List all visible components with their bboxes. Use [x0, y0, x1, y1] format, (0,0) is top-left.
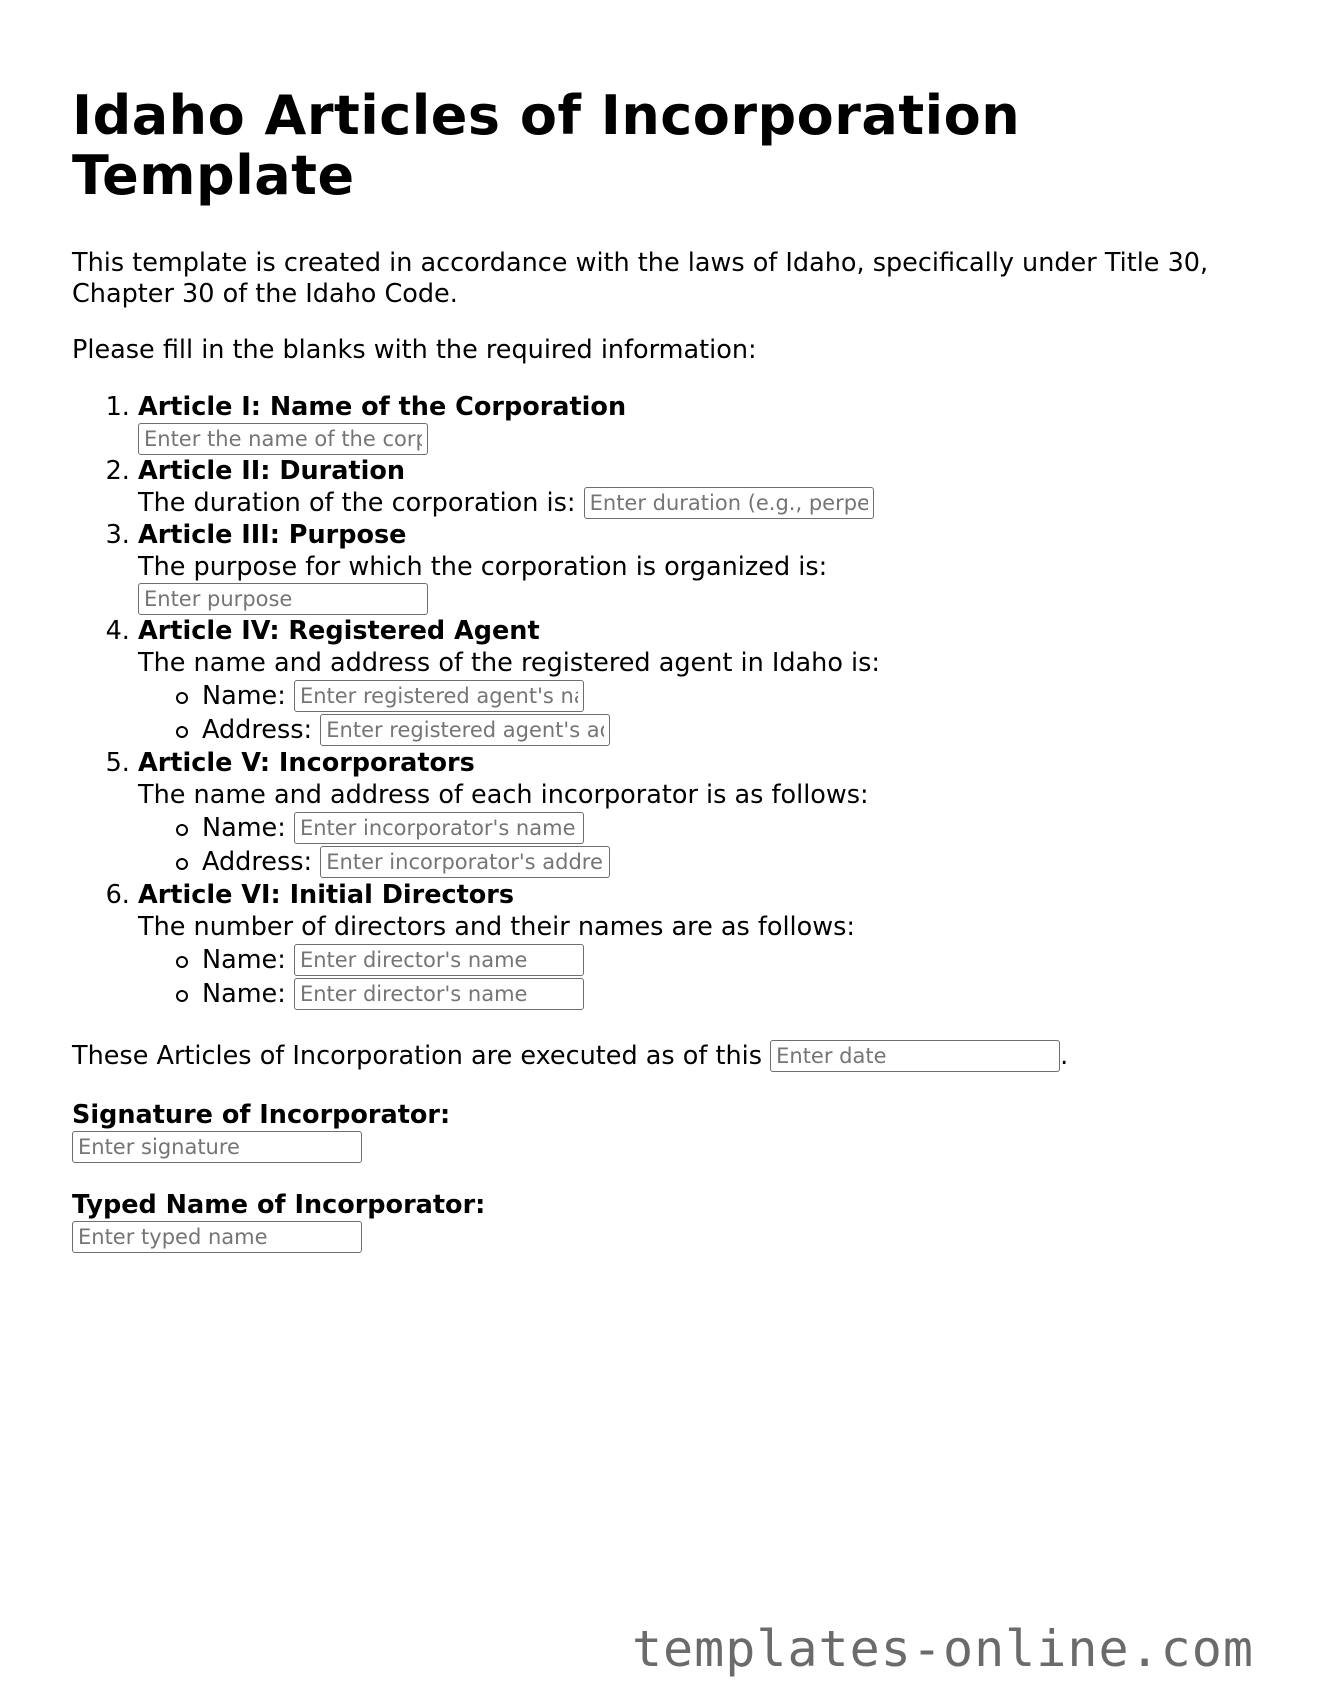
- corporation-name-input[interactable]: [138, 423, 428, 455]
- signature-input[interactable]: [72, 1131, 362, 1163]
- article-5-text: The name and address of each incorporator is as follows:: [138, 780, 869, 810]
- registered-agent-list: [138, 679, 1252, 747]
- typed-name-input[interactable]: [72, 1221, 362, 1253]
- list-item: [202, 977, 1252, 1011]
- article-2-text: The duration of the corporation is:: [138, 488, 576, 518]
- article-2-title: 2. Article II: Duration: [138, 456, 406, 486]
- list-item: [202, 943, 1252, 977]
- director-2-name-label: Name:: [202, 979, 286, 1009]
- list-item: [202, 713, 1252, 747]
- instruction-paragraph: Please fill in the blanks with the required information:: [72, 335, 757, 365]
- list-item: [202, 811, 1252, 845]
- execution-period: .: [1060, 1041, 1069, 1071]
- article-3: [138, 519, 1252, 615]
- article-4-title: 4. Article IV: Registered Agent: [138, 616, 540, 646]
- incorporator-address-label: Address:: [202, 847, 313, 877]
- director-1-name-input[interactable]: [294, 944, 584, 976]
- incorporator-address-input[interactable]: [320, 846, 610, 878]
- articles-list: [72, 391, 1252, 1011]
- article-1-title: 1. Article I: Name of the Corporation: [138, 392, 627, 422]
- execution-date-input[interactable]: [770, 1040, 1060, 1072]
- article-4-text: The name and address of the registered agent in Idaho is:: [138, 648, 881, 678]
- director-1-name-label: Name:: [202, 945, 286, 975]
- director-2-name-input[interactable]: [294, 978, 584, 1010]
- registered-agent-name-input[interactable]: [294, 680, 584, 712]
- list-item: [202, 845, 1252, 879]
- watermark-text: templates-online.com: [631, 1620, 1254, 1678]
- article-4: [138, 615, 1252, 747]
- list-item: [202, 679, 1252, 713]
- article-5-title: 5. Article V: Incorporators: [138, 748, 475, 778]
- directors-list: [138, 943, 1252, 1011]
- document-page: [72, 86, 1252, 1253]
- registered-agent-address-input[interactable]: [320, 714, 610, 746]
- incorporators-list: [138, 811, 1252, 879]
- intro-paragraph: This template is created in accordance with the laws of Idaho, specifically under Title 30, Chapter 30 of the Idaho Code.: [72, 248, 1209, 309]
- purpose-input[interactable]: [138, 583, 428, 615]
- article-6-title: 6. Article VI: Initial Directors: [138, 880, 515, 910]
- signature-label: Signature of Incorporator:: [72, 1100, 451, 1130]
- article-3-title: 3. Article III: Purpose: [138, 520, 407, 550]
- article-6: [138, 879, 1252, 1011]
- article-5: [138, 747, 1252, 879]
- registered-agent-address-label: Address:: [202, 715, 313, 745]
- execution-text: These Articles of Incorporation are executed as of this: [72, 1041, 762, 1071]
- page-title: Idaho Articles of Incorporation Template: [72, 84, 1021, 207]
- article-2: [138, 455, 1252, 519]
- execution-statement: [72, 1039, 1252, 1073]
- article-1: [138, 391, 1252, 455]
- article-2-text-line: [138, 487, 1252, 519]
- incorporator-name-label: Name:: [202, 813, 286, 843]
- article-3-text: The purpose for which the corporation is organized is:: [138, 552, 828, 582]
- incorporator-name-input[interactable]: [294, 812, 584, 844]
- typed-name-label: Typed Name of Incorporator:: [72, 1190, 486, 1220]
- article-6-text: The number of directors and their names are as follows:: [138, 912, 855, 942]
- duration-input[interactable]: [584, 487, 874, 519]
- registered-agent-name-label: Name:: [202, 681, 286, 711]
